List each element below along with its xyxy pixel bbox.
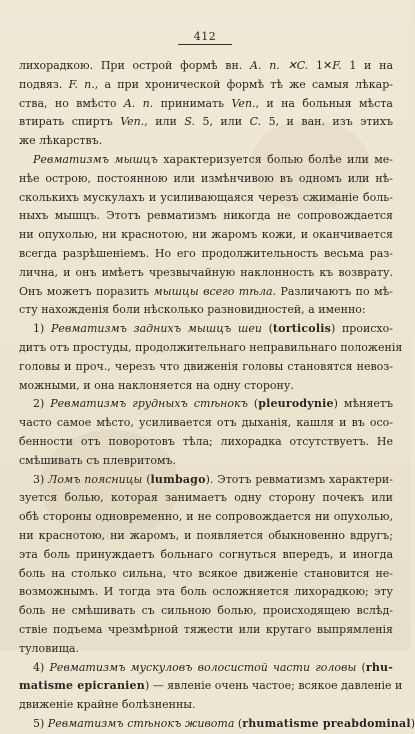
text-line (19, 508, 393, 527)
text-run: ). Этотъ ревматизмъ характери- (205, 472, 393, 486)
text-line (19, 546, 393, 565)
italic-term: Ревматизмъ стѣнокъ живота (47, 716, 235, 730)
text-run: всегда разрѣшеніемъ. Но его продолжительность весьма раз- (19, 246, 393, 260)
italic-term: Ревматизмъ заднихъ мышцъ шеи (50, 322, 262, 336)
text-run: ства, но вмѣсто (19, 96, 124, 110)
text-run: боль не смѣшивать съ сильною болью, происходящею вслѣд- (19, 604, 393, 618)
text-line (19, 226, 393, 245)
text-run: принимать (153, 96, 232, 110)
page-number: 412 (193, 30, 217, 43)
text-line (19, 471, 393, 490)
latin-term: torticolis (272, 322, 331, 336)
text-run: 4) (33, 660, 50, 674)
text-run: 1) (33, 322, 51, 336)
text-run: ( (234, 716, 243, 730)
text-run: часто самое мѣсто, усиливается отъ дыханія, кашля и въ осо- (19, 416, 393, 430)
text-line (19, 189, 393, 208)
italic-term: A. n. (123, 96, 154, 110)
text-line (19, 452, 393, 471)
text-run: 1 и на (341, 59, 394, 72)
italic-term: S. (184, 115, 195, 129)
text-run: ) (410, 716, 415, 730)
text-run: характеризуется болью болѣе или ме- (157, 152, 393, 166)
text-run: движеніе крайне болѣзненны. (19, 698, 196, 712)
italic-term: Ломъ поясницы (48, 472, 143, 486)
text-line (19, 640, 393, 659)
text-line (19, 245, 393, 264)
italic-term: Ревматизмъ мускуловъ волосистой части головы (49, 660, 357, 674)
text-line (19, 207, 393, 226)
text-run: втирать спиртъ (19, 115, 121, 129)
text-line (19, 113, 393, 132)
text-line (19, 602, 393, 621)
text-line (19, 57, 393, 76)
italic-term: F. n. (68, 77, 95, 91)
text-run: ныхъ мышцъ. Этотъ ревматизмъ никогда не сопровождается (19, 209, 393, 223)
text-run: обѣ стороны одновременно, и не сопровождается ни опухолью, (19, 510, 393, 524)
text-line (19, 95, 393, 114)
text-run: бенности отъ поворотовъ тѣла; лихорадка отсутствуетъ. Не (19, 434, 393, 448)
text-line (19, 301, 393, 320)
latin-term: lumbago (150, 472, 206, 486)
latin-term: rhumatisme prеabdominal (242, 716, 411, 730)
text-run: ни краснотою, ни жаромъ, и появляется обыкновенно вдругъ; (19, 528, 393, 542)
text-run: , а при хронической формѣ тѣ же самыя лѣкар- (94, 77, 393, 91)
text-line (19, 583, 393, 602)
italic-term: мышцы всего тѣла (153, 284, 273, 298)
text-run: нѣе острою, постоянною или измѣнчивою въ одномъ или нѣ- (19, 171, 393, 185)
text-run: головы и проч., черезъ что движенія головы становятся невоз- (19, 359, 393, 373)
body-text (19, 57, 415, 734)
latin-term: pleurodynie (258, 397, 334, 411)
text-line (19, 76, 393, 95)
text-run: Онъ можетъ поразить (19, 284, 154, 298)
text-line (19, 715, 415, 734)
text-line (19, 621, 393, 640)
text-run: боль на столько сильна, что всякое движеніе становится не- (19, 566, 393, 580)
text-run: туловища. (19, 641, 79, 655)
text-run: подвяз. (19, 77, 69, 91)
text-line (19, 339, 403, 358)
italic-term: A. n. ✕C. (250, 59, 316, 72)
text-run: ( (261, 322, 273, 336)
text-run: лихорадкою. При острой формѣ вн. (19, 59, 251, 72)
text-run: 5) (33, 716, 48, 730)
text-line (19, 151, 393, 170)
text-run: ( (142, 472, 151, 486)
italic-term: Ven. (231, 96, 256, 110)
text-line (19, 414, 393, 433)
text-run: ( (356, 660, 366, 674)
latin-term: matisme epicranien (19, 679, 145, 693)
text-line (19, 527, 393, 546)
text-run: лична, и онъ имѣетъ чрезвычайную наклонность къ возврату. (19, 265, 393, 279)
text-line (19, 132, 393, 151)
text-line (19, 320, 393, 339)
text-run: 2) (33, 397, 51, 411)
text-run: сколькихъ мускулахъ и усиливающаяся черезъ сжиманіе боль- (19, 190, 393, 204)
text-run: . Различаютъ по мѣ- (272, 284, 393, 298)
italic-term: Ревматизмъ грудныхъ стѣнокъ (50, 397, 248, 411)
text-run: 1✕ (315, 59, 333, 72)
text-run: зуется болью, которая занимаетъ одну сторону почекъ или (19, 491, 393, 505)
text-run: можными, и она наклоняется на одну сторону. (19, 378, 294, 392)
italic-term: C. (249, 115, 262, 129)
text-line (19, 565, 393, 584)
header-rule (178, 44, 232, 45)
text-line (19, 358, 393, 377)
text-line (19, 377, 393, 396)
latin-term: rhu- (365, 660, 393, 674)
text-line (19, 696, 393, 715)
text-run: же лѣкарствъ. (19, 134, 103, 148)
text-line (19, 395, 393, 414)
text-run: возможнымъ. И тогда эта боль осложняется лихорадкою; эту (19, 585, 393, 599)
text-line (19, 433, 393, 452)
text-run: ( (247, 397, 259, 411)
italic-term: Ревматизмъ мышцъ (33, 152, 158, 166)
text-line (19, 677, 403, 696)
text-run: дитъ отъ простуды, продолжительнаго неправильнаго положенія (19, 340, 403, 354)
text-run: ) происхо- (330, 322, 393, 336)
text-line (19, 264, 393, 283)
text-line (19, 659, 393, 678)
text-run: 3) (33, 472, 49, 486)
text-run: , или (144, 115, 185, 129)
text-run: ) мѣняетъ (333, 397, 393, 411)
text-run: эта боль принуждаетъ больнаго согнуться впередъ, и иногда (19, 547, 393, 561)
text-run: ствіе подъема чрезмѣрной тяжести или крутаго выпрямленія (19, 622, 393, 636)
italic-term: Ven. (120, 115, 145, 129)
text-line (19, 170, 393, 189)
text-run: , и на больныя мѣста (255, 96, 393, 110)
text-run: ни опухолью, ни краснотою, ни жаромъ кожи, и оканчивается (19, 228, 393, 242)
text-run: 5, или (194, 115, 250, 129)
text-run: смѣшивать съ плевритомъ. (19, 453, 177, 467)
text-line (19, 283, 393, 302)
italic-term: F. (332, 59, 342, 72)
text-run: 5, и ван. изъ этихъ (261, 115, 394, 129)
text-run: ) — явленіе очень частое; всякое давленіе и (144, 679, 403, 693)
text-run: сту нахожденія боли нѣсколько разновидностей, а именно: (19, 303, 366, 317)
text-line (19, 489, 393, 508)
